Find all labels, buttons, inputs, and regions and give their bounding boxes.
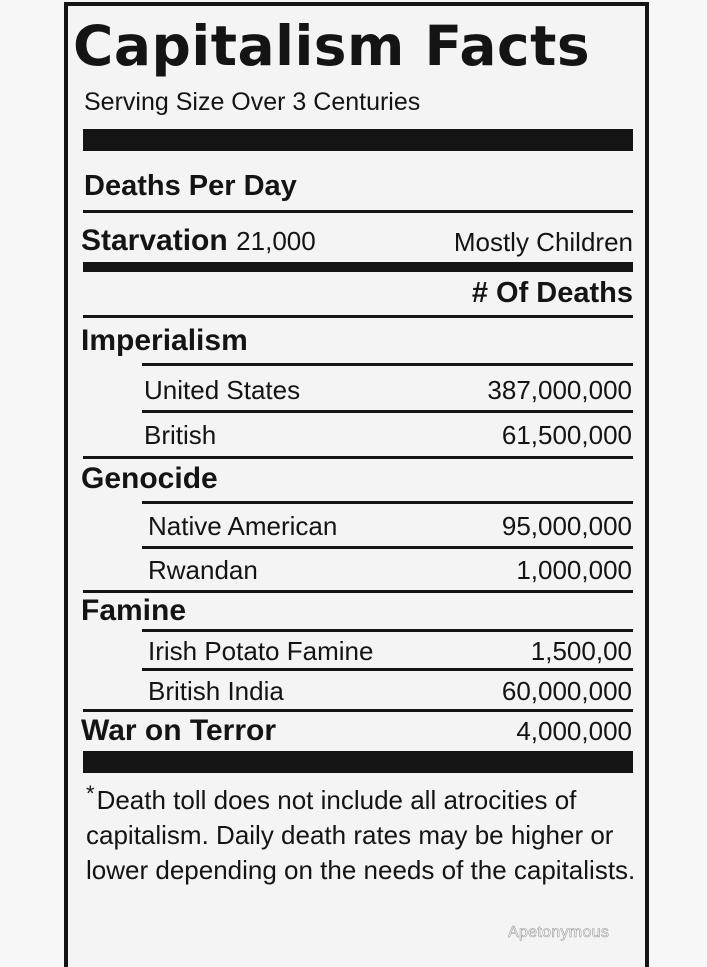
section-war-on-terror-heading: War on Terror xyxy=(81,714,277,747)
column-header: # Of Deaths xyxy=(471,277,633,309)
starvation-row xyxy=(81,226,316,256)
war-on-terror-value: 4,000,000 xyxy=(516,716,632,746)
label-title: Capitalism Facts xyxy=(73,14,591,78)
divider-line xyxy=(142,501,633,504)
row-name: United States xyxy=(144,375,301,405)
divider-line xyxy=(83,456,633,459)
divider-line xyxy=(83,590,633,593)
divider-line xyxy=(142,410,633,413)
divider-line xyxy=(83,709,633,712)
divider-line xyxy=(83,315,633,318)
row-name: Rwandan xyxy=(148,555,258,585)
thick-divider-top xyxy=(83,129,633,151)
footnote-asterisk: * xyxy=(86,781,95,806)
deaths-per-day-heading: Deaths Per Day xyxy=(84,170,297,202)
divider-line xyxy=(83,210,633,213)
section-famine-heading: Famine xyxy=(81,594,187,627)
serving-size: Serving Size Over 3 Centuries xyxy=(84,88,421,116)
divider-line xyxy=(142,668,633,671)
row-value: 387,000,000 xyxy=(487,375,632,405)
row-value: 60,000,000 xyxy=(501,676,632,706)
watermark: Apetonymous xyxy=(508,924,610,941)
divider-line xyxy=(142,629,633,632)
footnote-text: Death toll does not include all atrocities of capitalism. Daily death rates may be higher or lower depending on the needs of the capitalists. xyxy=(86,785,636,885)
starvation-value: 21,000 xyxy=(236,226,316,256)
divider-line xyxy=(142,546,633,549)
medium-divider xyxy=(83,262,633,272)
row-value: 1,000,000 xyxy=(516,555,632,585)
footnote xyxy=(86,776,646,888)
row-name: Native American xyxy=(148,511,338,541)
row-value: 61,500,000 xyxy=(501,420,632,450)
section-imperialism-heading: Imperialism xyxy=(81,324,248,357)
row-name: British xyxy=(144,420,217,450)
row-value: 95,000,000 xyxy=(501,511,632,541)
thick-divider-bottom xyxy=(83,751,633,773)
row-name: Irish Potato Famine xyxy=(148,636,374,666)
row-value: 1,500,00 xyxy=(530,636,632,666)
divider-line xyxy=(142,363,633,366)
starvation-note: Mostly Children xyxy=(453,227,633,257)
row-name: British India xyxy=(148,676,284,706)
section-genocide-heading: Genocide xyxy=(81,462,218,495)
starvation-label: Starvation xyxy=(81,224,228,257)
